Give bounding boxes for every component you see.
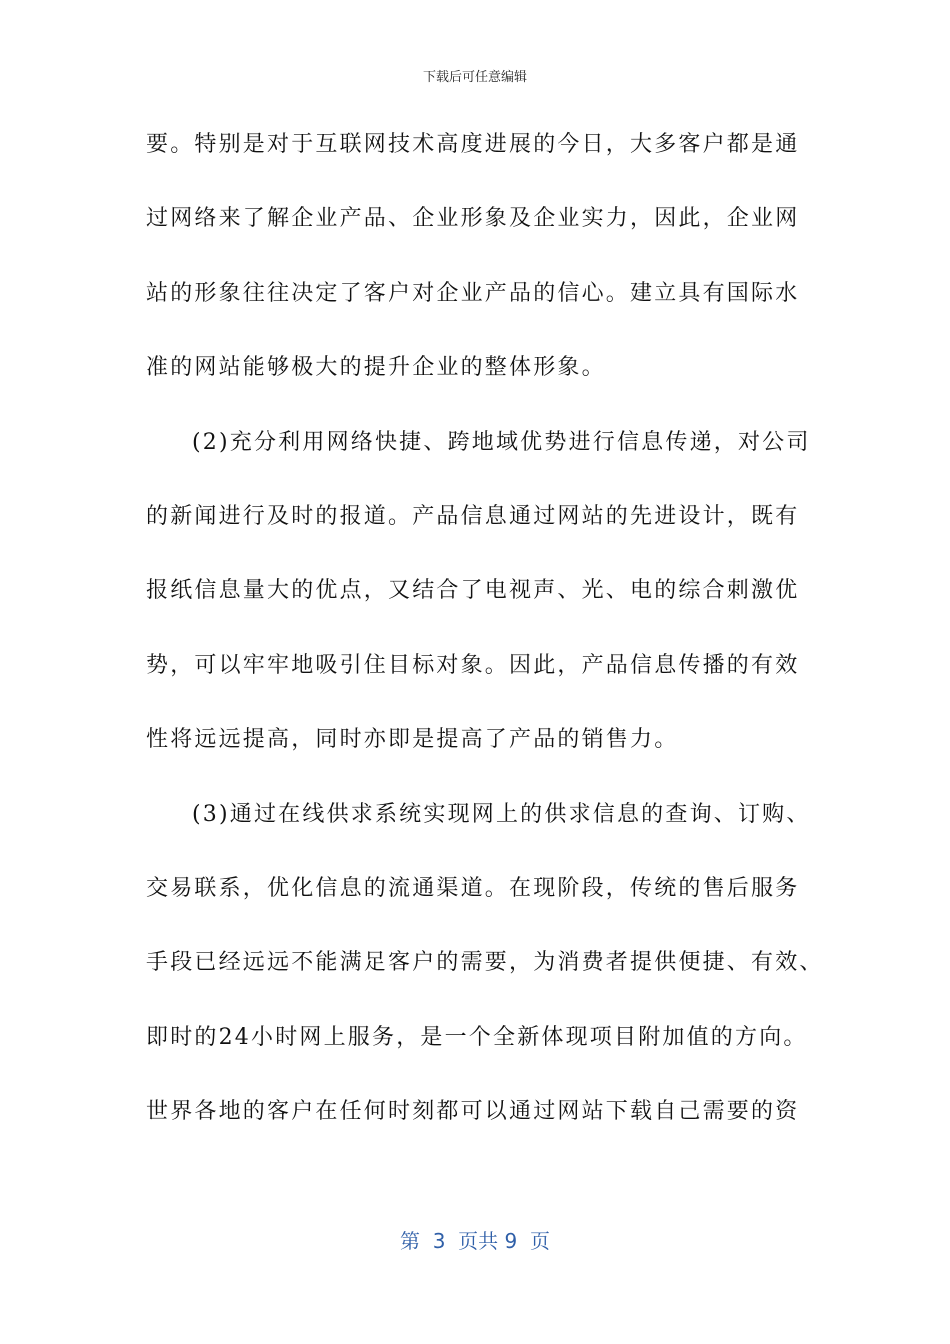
body-line-12: 手段已经远远不能满足客户的需要，为消费者提供便捷、有效、 [146,950,824,976]
body-line-4: 准的网站能够极大的提升企业的整体形象。 [146,355,606,381]
body-line-13: 即时的24小时网上服务，是一个全新体现项目附加值的方向。 [146,1024,808,1050]
body-line-6: 的新闻进行及时的报道。产品信息通过网站的先进设计，既有 [146,503,800,529]
page-header-note: 下载后可任意编辑 [422,70,527,85]
body-line-5-paragraph-2: (2)充分利用网络快捷、跨地域优势进行信息传递，对公司 [192,429,811,455]
body-line-2: 过网络来了解企业产品、企业形象及企业实力，因此，企业网 [146,206,800,232]
body-line-3: 站的形象往往决定了客户对企业产品的信心。建立具有国际水 [146,280,800,306]
body-line-10-paragraph-3: (3)通过在线供求系统实现网上的供求信息的查询、订购、 [192,801,811,827]
body-line-11: 交易联系，优化信息的流通渠道。在现阶段，传统的售后服务 [146,875,800,901]
body-line-8: 势，可以牢牢地吸引住目标对象。因此，产品信息传播的有效 [146,652,800,678]
page-number-footer: 第 3 页共 9 页 [400,1229,550,1253]
body-line-14: 世界各地的客户在任何时刻都可以通过网站下载自己需要的资 [146,1099,800,1125]
body-line-1: 要。特别是对于互联网技术高度进展的今日，大多客户都是通 [146,132,800,157]
body-line-7: 报纸信息量大的优点，又结合了电视声、光、电的综合刺激优 [146,578,800,604]
body-line-9: 性将远远提高，同时亦即是提高了产品的销售力。 [146,727,679,753]
document-body [146,120,824,1161]
